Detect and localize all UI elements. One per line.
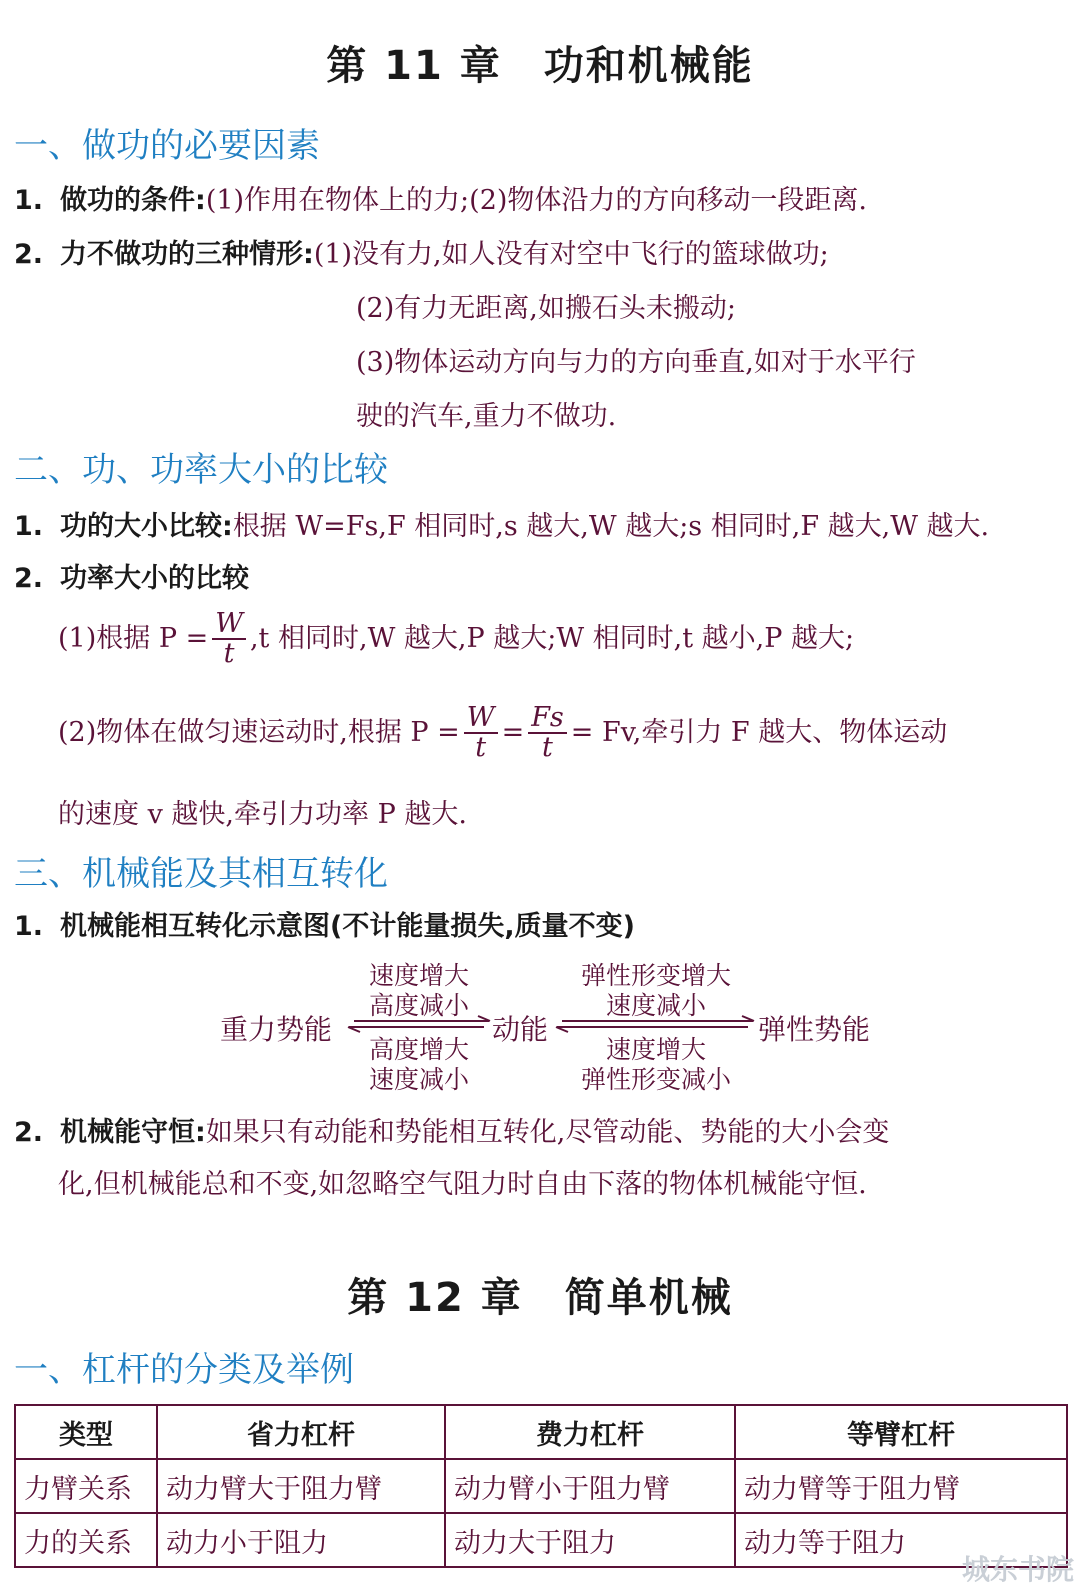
table-header-cell: 费力杠杆 — [445, 1405, 735, 1459]
formula-prefix: (1)根据 P = — [58, 622, 209, 654]
arrow2-bottom-label-1: 速度增大 — [605, 1035, 706, 1064]
formula-suffix: = Fv,牵引力 F 越大、物体运动 — [570, 716, 948, 748]
table-row — [15, 1513, 1067, 1567]
table-row — [15, 1459, 1067, 1513]
table-cell: 力的关系 — [15, 1513, 157, 1567]
formula-prefix: (2)物体在做匀速运动时,根据 P = — [58, 716, 460, 748]
power-formula-2-cont: 的速度 v 越快,牵引力功率 P 越大. — [58, 799, 467, 830]
equals-sign: = — [501, 716, 525, 748]
item-lead: 机械能相互转化示意图(不计能量损失,质量不变) — [60, 911, 635, 942]
item-lead: 功率大小的比较 — [60, 563, 249, 594]
section-heading-power-compare: 二、功、功率大小的比较 — [14, 450, 388, 490]
arrow1-top-label-2: 高度减小 — [368, 991, 469, 1020]
item-lead: 功的大小比较: — [60, 511, 233, 542]
item-number: 2. — [14, 239, 44, 270]
chapter-12-title: 第 12 章 简单机械 — [347, 1275, 733, 1321]
item-work-conditions — [14, 178, 867, 217]
arrow2-top-label-1: 弹性形变增大 — [580, 961, 731, 990]
item-number: 1. — [14, 911, 44, 942]
table-header-row — [15, 1405, 1067, 1459]
item-work-compare — [14, 504, 989, 543]
no-work-case-3-cont: 驶的汽车,重力不做功. — [356, 401, 617, 432]
item-no-work-cases — [14, 232, 829, 271]
table-header-cell: 等臂杠杆 — [735, 1405, 1067, 1459]
item-number: 2. — [14, 1117, 44, 1148]
section-heading-lever-types: 一、杠杆的分类及举例 — [14, 1350, 354, 1390]
table-cell: 动力大于阻力 — [445, 1513, 735, 1567]
table-cell: 动力臂小于阻力臂 — [445, 1459, 735, 1513]
table-cell: 动力臂大于阻力臂 — [157, 1459, 445, 1513]
arrow1-bottom-label-1: 高度增大 — [368, 1035, 469, 1064]
double-arrow-gpe-ke — [344, 1014, 494, 1034]
table-cell: 动力小于阻力 — [157, 1513, 445, 1567]
item-number: 1. — [14, 511, 44, 542]
item-text: 根据 W=Fs,F 相同时,s 越大,W 越大;s 相同时,F 越大,W 越大. — [232, 511, 990, 542]
formula-suffix: ,t 相同时,W 越大,P 越大;W 相同时,t 越小,P 越大; — [249, 622, 855, 654]
item-conservation — [14, 1110, 889, 1149]
double-arrow-ke-epe — [552, 1014, 758, 1034]
arrow2-bottom-label-2: 弹性形变减小 — [580, 1065, 731, 1094]
fraction-w-over-t: $\frac{W}{t}$ — [464, 704, 498, 763]
fraction-fs-over-t: $\frac{Fs}{t}$ — [528, 704, 567, 763]
node-gravitational-pe: 重力势能 — [220, 1013, 333, 1046]
fraction-w-over-t: $\frac{W}{t}$ — [212, 610, 246, 669]
section-heading-work-factors: 一、做功的必要因素 — [14, 126, 320, 166]
item-text: (1)作用在物体上的力;(2)物体沿力的方向移动一段距离. — [205, 185, 867, 216]
table-cell: 动力臂等于阻力臂 — [735, 1459, 1067, 1513]
item-conversion-diagram-title — [14, 904, 635, 943]
table-cell: 力臂关系 — [15, 1459, 157, 1513]
arrow2-top-label-2: 速度减小 — [605, 991, 706, 1020]
item-conservation-cont: 化,但机械能总和不变,如忽略空气阻力时自由下落的物体机械能守恒. — [58, 1169, 867, 1200]
section-heading-mechanical-energy: 三、机械能及其相互转化 — [14, 854, 388, 894]
power-formula-1 — [58, 610, 854, 669]
lever-classification-table — [14, 1404, 1068, 1568]
item-number: 1. — [14, 185, 44, 216]
chapter-11-title: 第 11 章 功和机械能 — [326, 43, 754, 89]
item-text: 如果只有动能和势能相互转化,尽管动能、势能的大小会变 — [205, 1117, 890, 1148]
node-elastic-pe: 弹性势能 — [758, 1013, 871, 1046]
watermark: 城东书院 — [961, 1553, 1074, 1586]
table-header-cell: 省力杠杆 — [157, 1405, 445, 1459]
no-work-case-3: (3)物体运动方向与力的方向垂直,如对于水平行 — [356, 347, 916, 378]
item-lead: 机械能守恒: — [60, 1117, 206, 1148]
item-number: 2. — [14, 563, 44, 594]
item-text: (1)没有力,如人没有对空中飞行的篮球做功; — [313, 239, 829, 270]
table-cell: 动力等于阻力 — [735, 1513, 1067, 1567]
table-header-cell: 类型 — [15, 1405, 157, 1459]
item-lead: 力不做功的三种情形: — [60, 239, 314, 270]
item-lead: 做功的条件: — [60, 185, 206, 216]
no-work-case-2: (2)有力无距离,如搬石头未搬动; — [356, 293, 736, 324]
arrow1-bottom-label-2: 速度减小 — [368, 1065, 469, 1094]
arrow1-top-label-1: 速度增大 — [368, 961, 469, 990]
power-formula-2 — [58, 704, 947, 763]
node-kinetic-energy: 动能 — [492, 1013, 549, 1046]
energy-conversion-diagram — [0, 950, 1080, 1100]
item-power-compare — [14, 556, 249, 595]
